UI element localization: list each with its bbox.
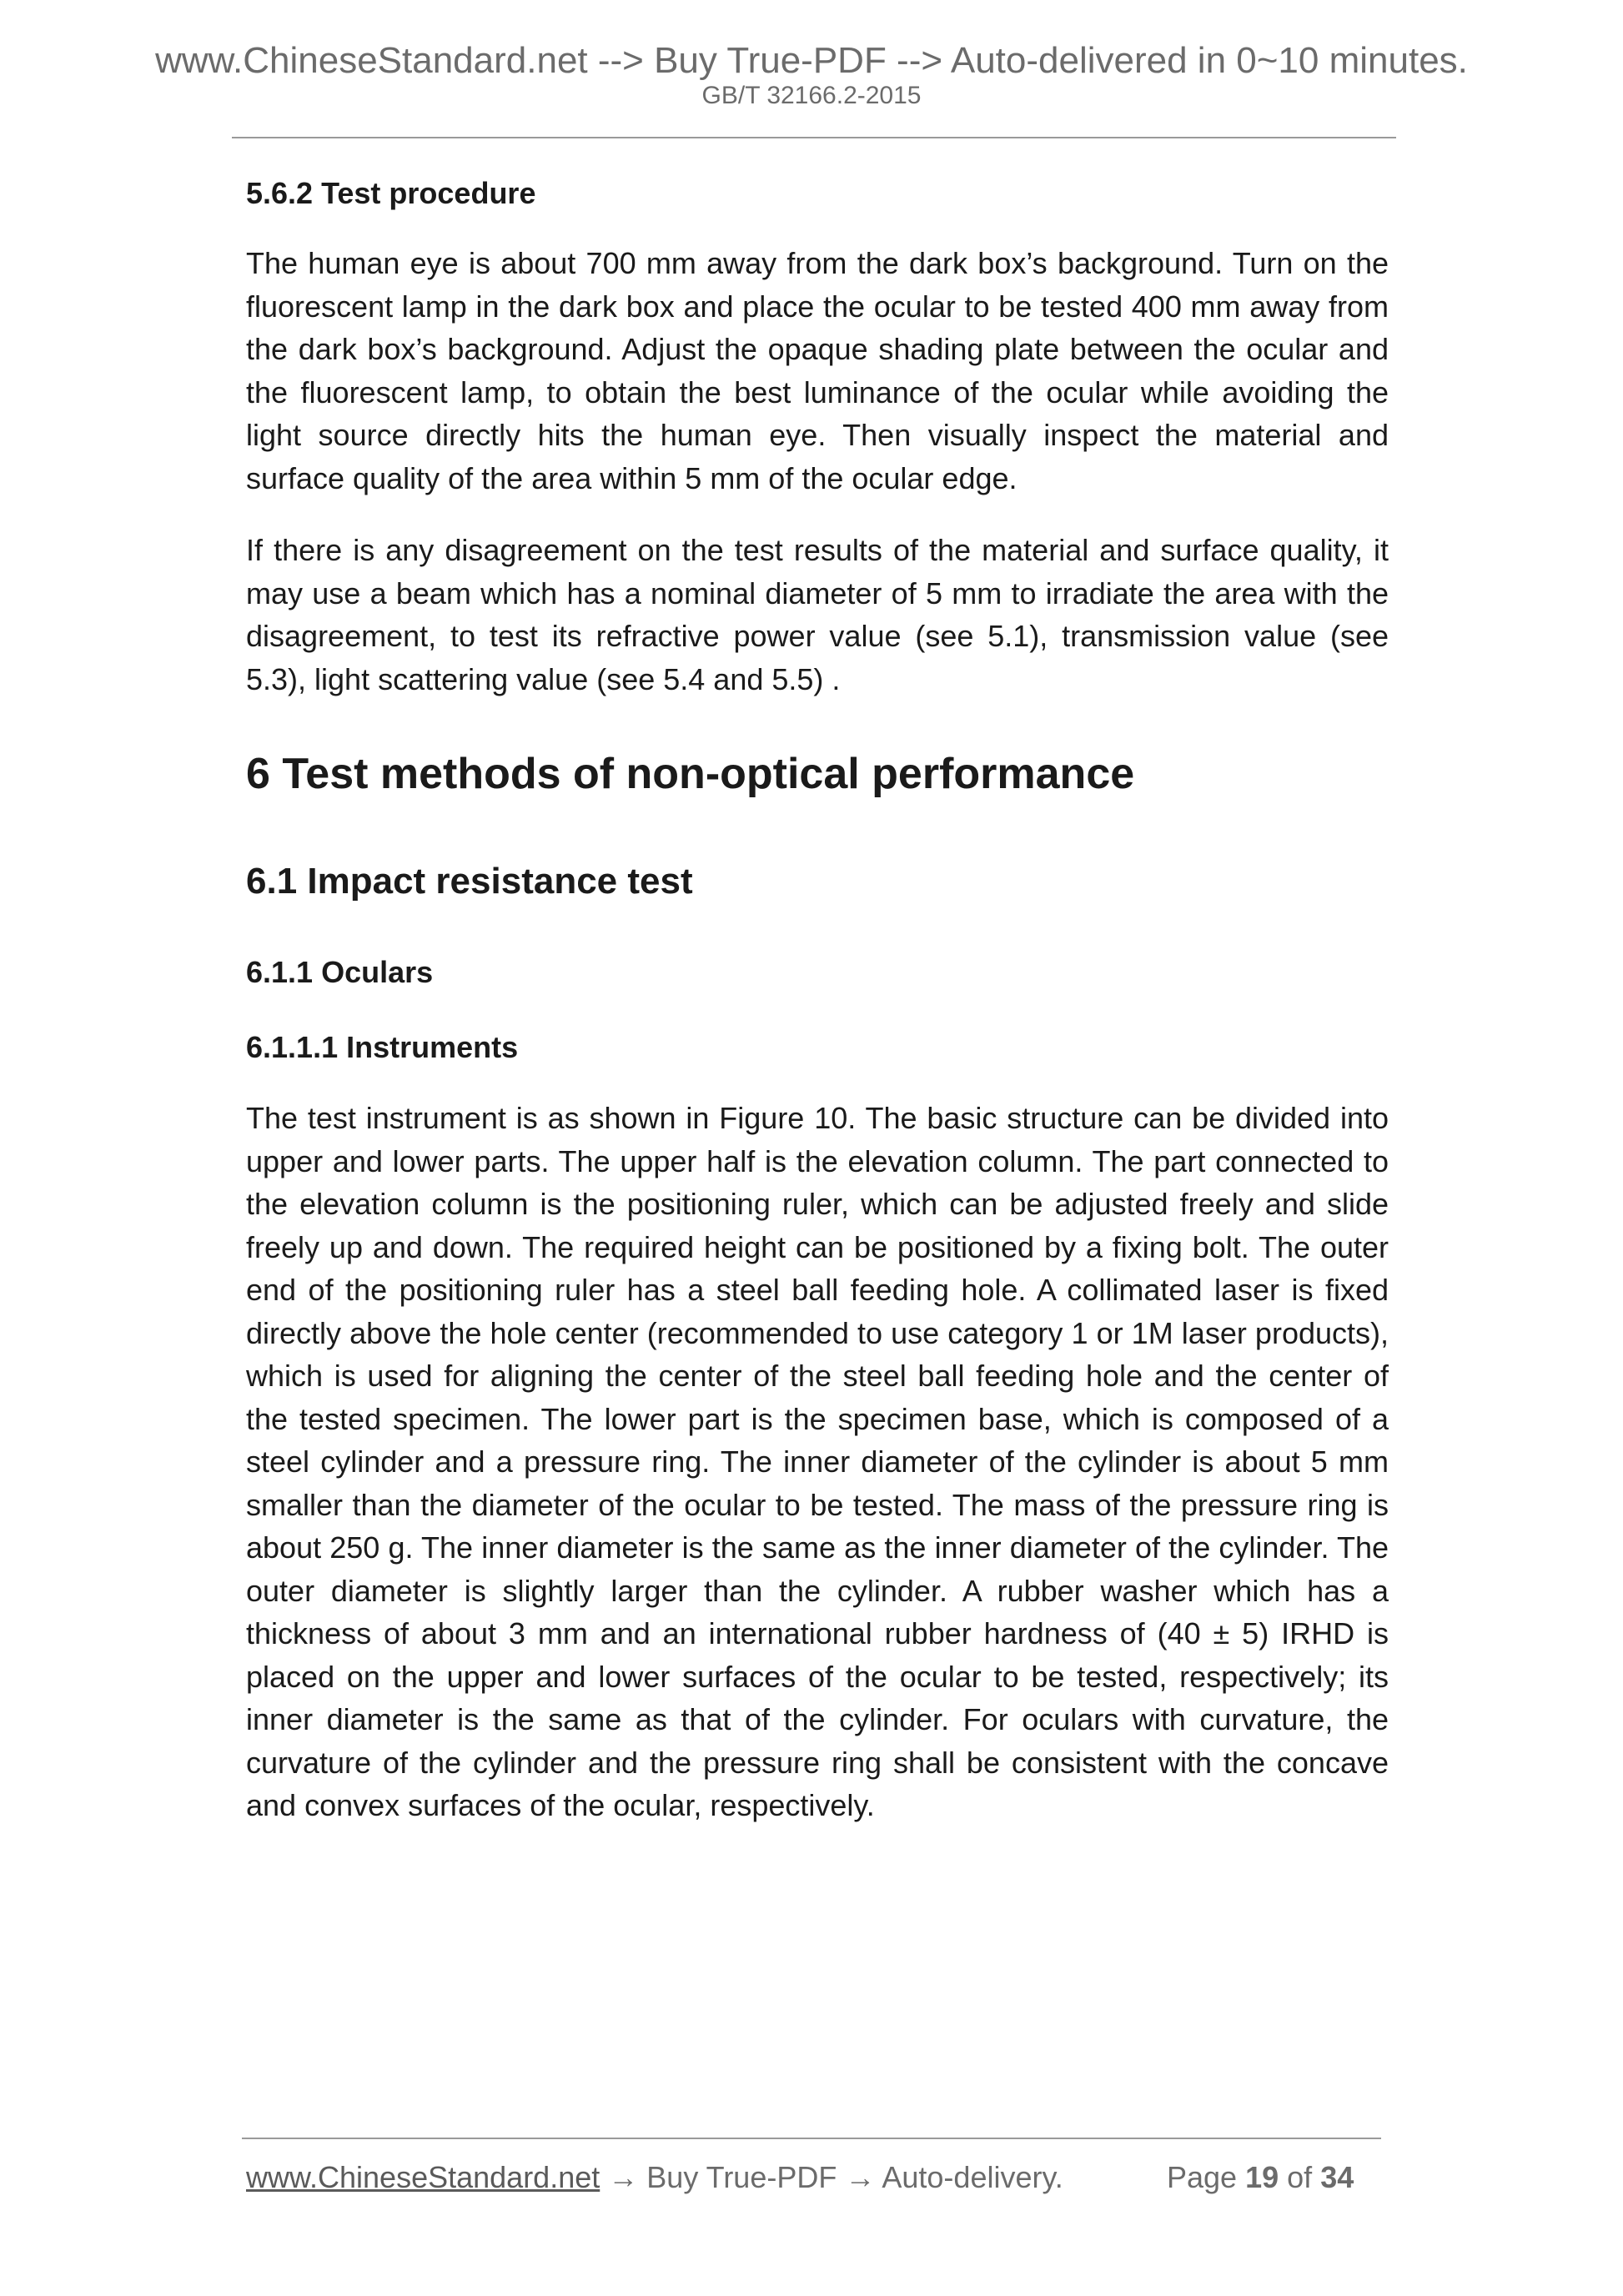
page-current: 19 bbox=[1245, 2160, 1279, 2194]
page-content bbox=[246, 173, 1389, 1827]
header-divider bbox=[232, 137, 1396, 138]
footer-site-link[interactable]: www.ChineseStandard.net bbox=[246, 2160, 600, 2194]
paragraph-test-procedure-1: The human eye is about 700 mm away from the dark box’s background. Turn on the fluorescent lamp in the dark box and place the ocular to be tested 400 mm away from the dark box’s background. Adjust the opaque shading plate between the ocular and the fluorescent lamp, to obtain the best luminance of the ocular while avoiding the light source directly hits the human eye. Then visually inspect the material and surface quality of the area within 5 mm of the ocular edge. bbox=[246, 246, 1389, 495]
section-heading-6-1-1: 6.1.1 Oculars bbox=[246, 955, 434, 989]
arrow-right-icon: → bbox=[845, 2160, 876, 2194]
footer-promo bbox=[246, 2159, 1063, 2196]
paragraph-test-procedure-2: If there is any disagreement on the test results of the material and surface quality, it may use a beam which has a nominal diameter of 5 mm to irradiate the area with the disagreement, to test its refractive power value (see 5.1), transmission value (see 5.3), light scattering value (see 5.4 and 5.5) . bbox=[246, 533, 1389, 696]
footer-buy-text: Buy True-PDF bbox=[646, 2160, 837, 2194]
document-code: GB/T 32166.2-2015 bbox=[701, 82, 922, 109]
section-heading-5-6-2: 5.6.2 Test procedure bbox=[246, 176, 536, 210]
section-heading-6-1-1-1: 6.1.1.1 Instruments bbox=[246, 1030, 519, 1064]
page-label: Page bbox=[1167, 2160, 1238, 2194]
page-total: 34 bbox=[1320, 2160, 1354, 2194]
page-of-label: of bbox=[1287, 2160, 1313, 2194]
page-number bbox=[1167, 2159, 1354, 2196]
section-heading-6-1: 6.1 Impact resistance test bbox=[246, 861, 693, 902]
footer-divider bbox=[242, 2138, 1381, 2139]
header-banner: www.ChineseStandard.net --> Buy True-PDF --> Auto-delivered in 0~10 minutes. bbox=[155, 40, 1468, 81]
arrow-right-icon: → bbox=[608, 2160, 639, 2194]
section-heading-6: 6 Test methods of non-optical performance bbox=[246, 750, 1135, 798]
paragraph-instruments: The test instrument is as shown in Figure 10. The basic structure can be divided into upper and lower parts. The upper half is the elevation column. The part connected to the elevation column is the positioning ruler, which can be adjusted freely and slide freely up and down. The required height can be positioned by a fixing bolt. The outer end of the positioning ruler has a steel ball feeding hole. A collimated laser is fixed directly above the hole center (recommended to use category 1 or 1M laser products), which is used for aligning the center of the steel ball feeding hole and the center of the tested specimen. The lower part is the specimen base, which is composed of a steel cylinder and a pressure ring. The inner diameter of the cylinder is about 5 mm smaller than the diameter of the ocular to be tested. The mass of the pressure ring is about 250 g. The inner diameter is the same as the inner diameter of the cylinder. The outer diameter is slightly larger than the cylinder. A rubber washer which has a thickness of about 3 mm and an international rubber hardness of (40 ± 5) IRHD is placed on the upper and lower surfaces of the ocular to be tested, respectively; its inner diameter is the same as that of the cylinder. For oculars with curvature, the curvature of the cylinder and the pressure ring shall be consistent with the concave and convex surfaces of the ocular, respectively. bbox=[246, 1101, 1389, 1822]
footer-delivery-text: Auto-delivery. bbox=[882, 2160, 1063, 2194]
